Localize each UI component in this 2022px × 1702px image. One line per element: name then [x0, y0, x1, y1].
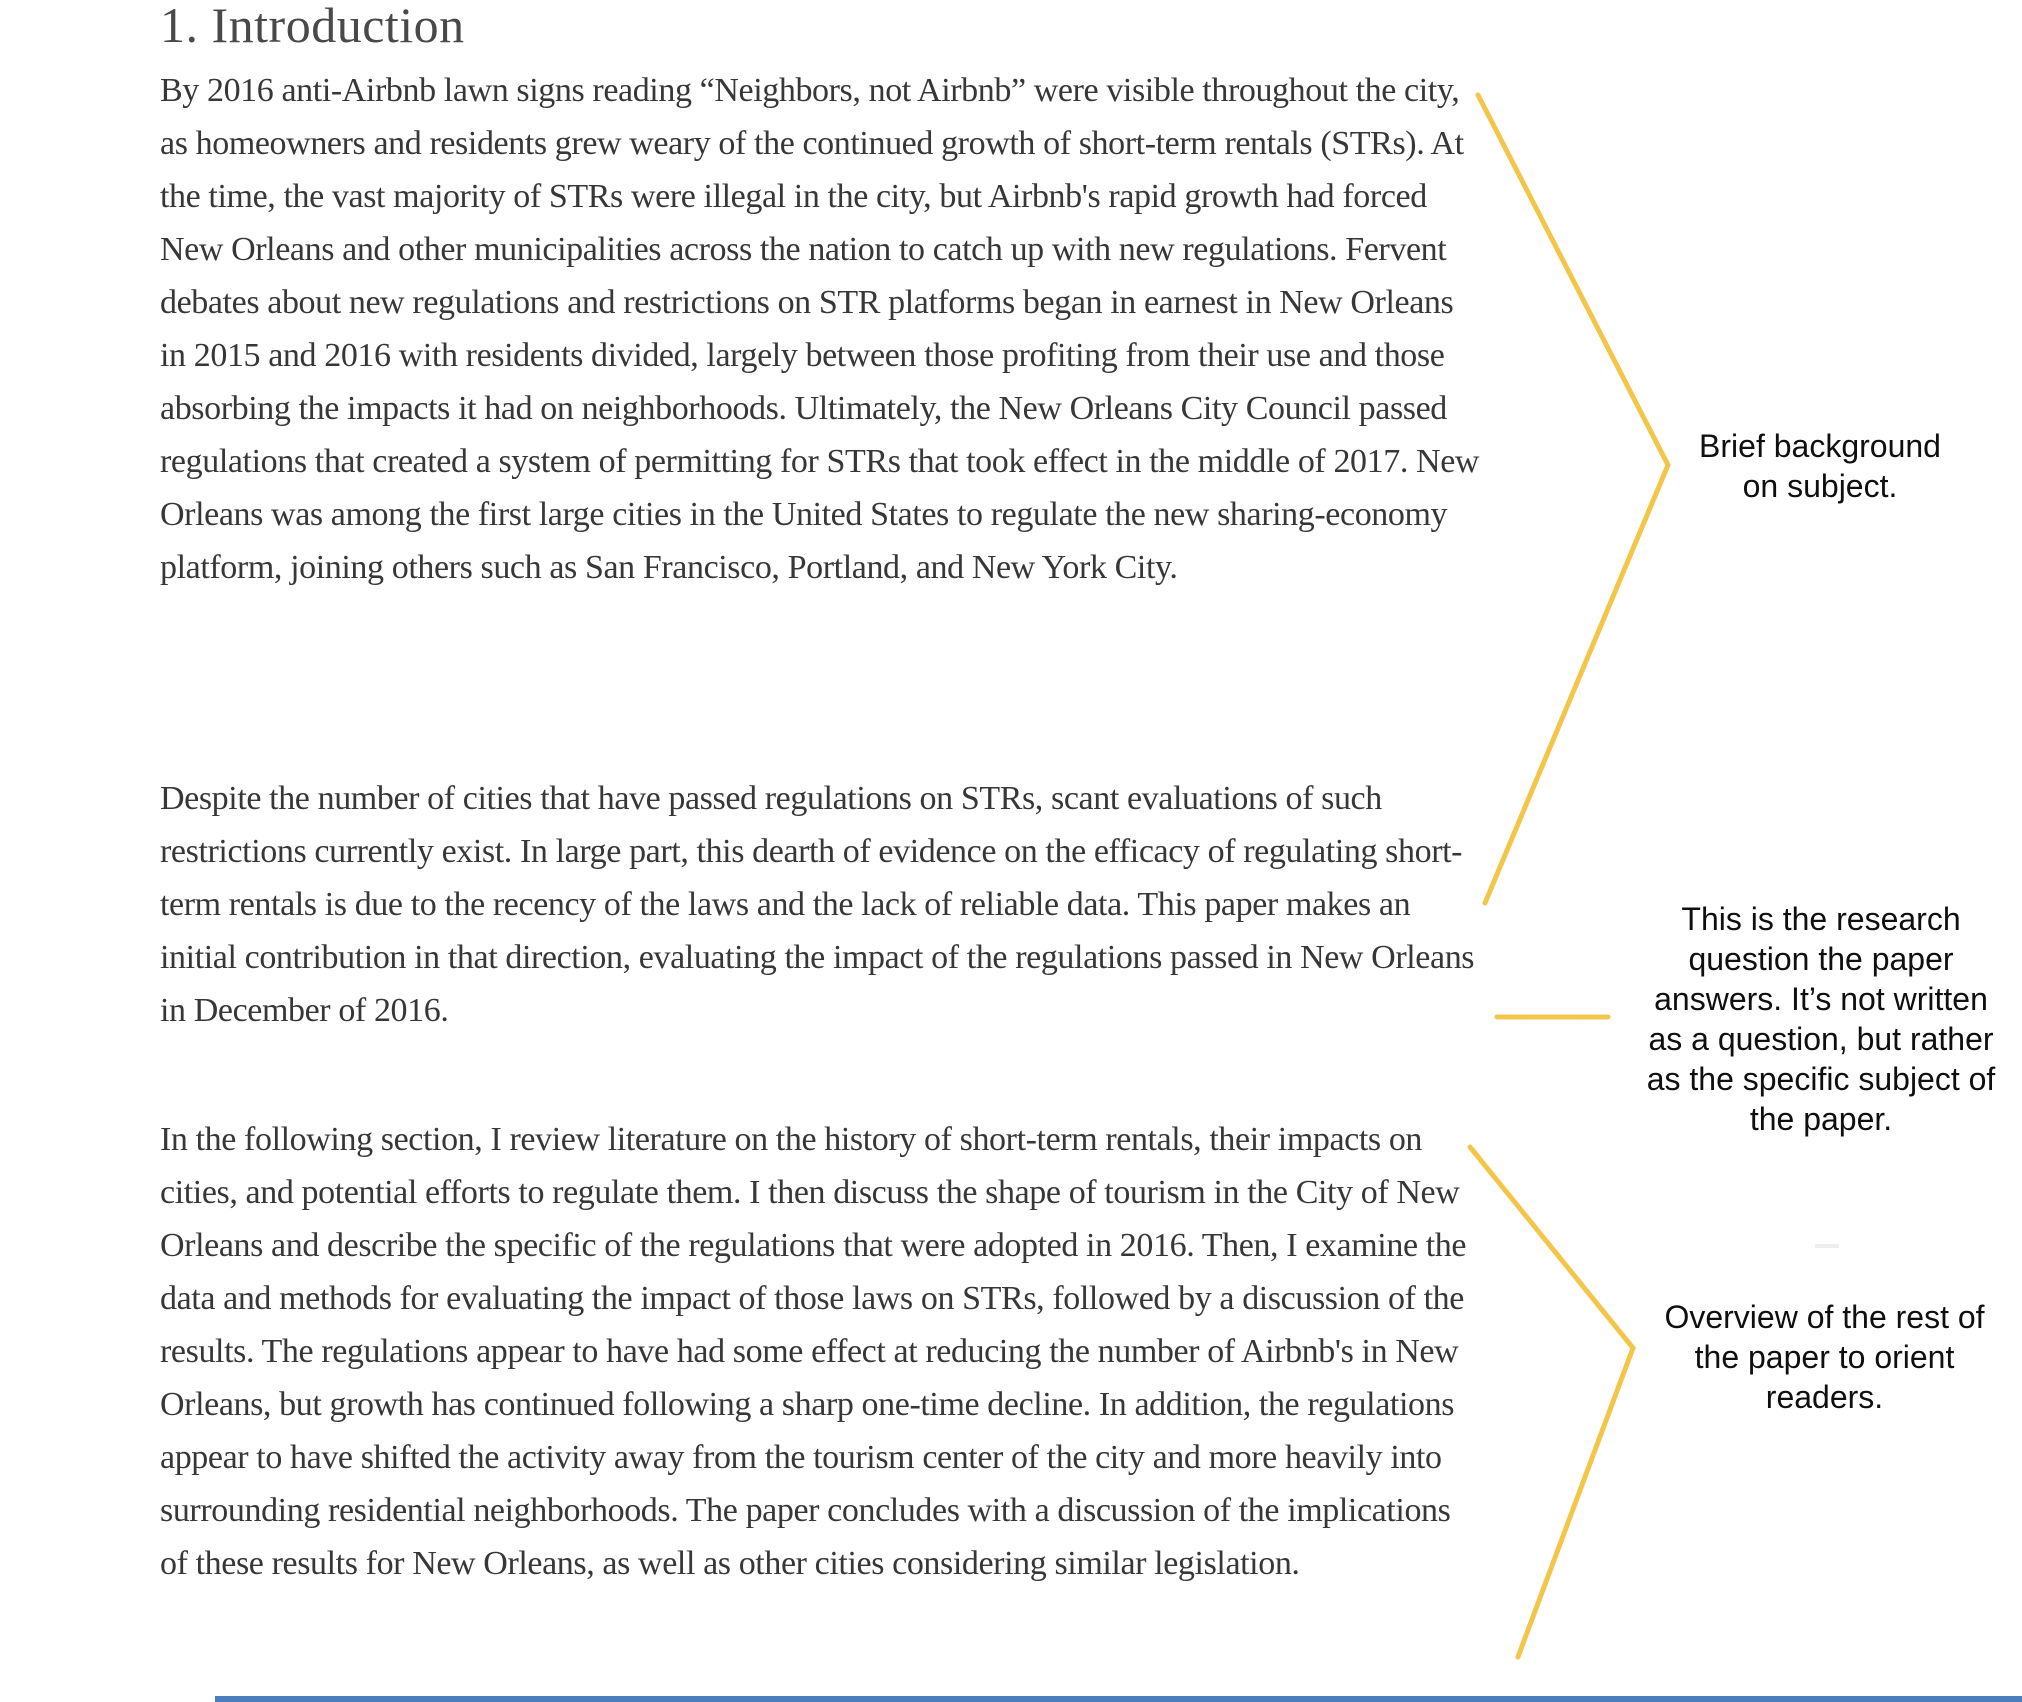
section-heading: 1. Introduction [160, 0, 465, 53]
paragraph-background: By 2016 anti-Airbnb lawn signs reading “Neighbors, not Airbnb” were visible throughout the city, as homeowners and residents grew weary of the continued growth of short-term rentals (STRs). At the time, the vast majority of STRs were illegal in the city, but Airbnb's rapid growth had forced New Orleans and other municipalities across the nation to catch up with new regulations. Fervent debates about new regulations and restrictions on STR platforms began in earnest in New Orleans in 2015 and 2016 with residents divided, largely between those profiting from their use and those absorbing the impacts it had on neighborhoods. Ultimately, the New Orleans City Council passed regulations that created a system of permitting for STRs that took effect in the middle of 2017. New Orleans was among the first large cities in the United States to regulate the new sharing-economy platform, joining others such as San Francisco, Portland, and New York City. [160, 72, 1480, 586]
annotation-brief-background: Brief background on subject. [1699, 428, 1941, 504]
annotation-research-question: This is the research question the paper answers. It’s not written as a question, but rather as the specific subject of the paper. [1646, 901, 1996, 1137]
faint-dash [1815, 1244, 1839, 1248]
section-divider [215, 1696, 2022, 1702]
paragraph-research-question: Despite the number of cities that have passed regulations on STRs, scant evaluations of such restrictions currently exist. In large part, this dearth of evidence on the efficacy of regulating short-term rentals is due to the recency of the laws and the lack of reliable data. This paper makes an initial contribution in that direction, evaluating the impact of the regulations passed in New Orleans in December of 2016. [160, 780, 1475, 1029]
annotation-overview: Overview of the rest of the paper to orient readers. [1664, 1299, 1985, 1415]
callout-bracket-overview-icon [1470, 1147, 1633, 1657]
paragraph-overview: In the following section, I review literature on the history of short-term rentals, their impacts on cities, and potential efforts to regulate them. I then discuss the shape of tourism in the City of New Orleans and describe the specific of the regulations that were adopted in 2016. Then, I examine the data and methods for evaluating the impact of those laws on STRs, followed by a discussion of the results. The regulations appear to have had some effect at reducing the number of Airbnb's in New Orleans, but growth has continued following a sharp one-time decline. In addition, the regulations appear to have shifted the activity away from the tourism center of the city and more heavily into surrounding residential neighborhoods. The paper concludes with a discussion of the implications of these results for New Orleans, as well as other cities considering similar legislation. [160, 1121, 1467, 1582]
callout-bracket-background-icon [1478, 95, 1668, 903]
